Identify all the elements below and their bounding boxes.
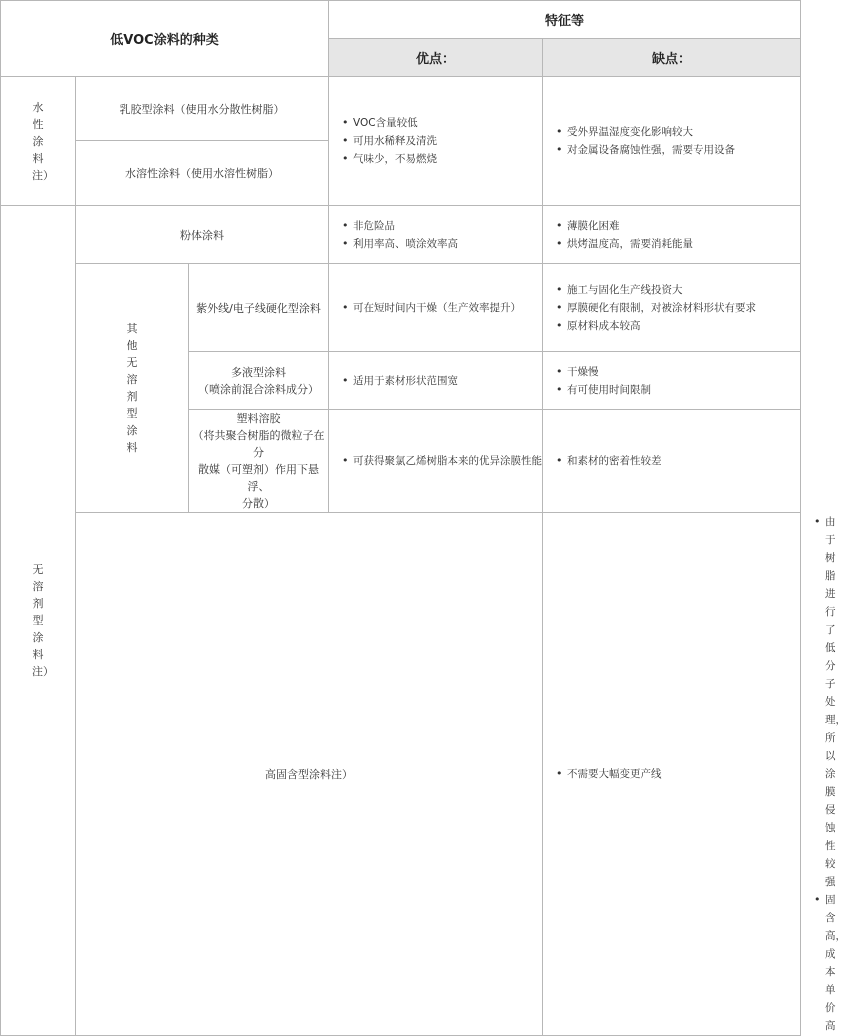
powder-pros-cell [329,206,543,264]
list-item: • 气味少，不易燃烧 [342,150,542,168]
row-latex-name: 乳胶型涂料（使用水分散性树脂） [76,77,329,141]
list-item: • 非危险品 [342,217,542,235]
list-item: • 原材料成本较高 [556,317,800,335]
multi-name-line1: 多液型涂料 [231,365,287,379]
header-kinds: 低VOC涂料的种类 [1,1,329,77]
high-solid-cons-list [801,513,846,1035]
high-solid-pros-cell [543,513,801,1036]
vertical-label: 无溶剂型涂料注） [32,563,54,678]
group-solventless [1,206,76,1036]
uv-cons-cell [543,264,801,352]
multi-pros-cell [329,352,543,410]
plastisol-name-line1: 塑料溶胶 [236,412,281,425]
list-item: • VOC含量较低 [342,114,542,132]
list-item: • 厚膜硬化有限制，对被涂材料形状有要求 [556,299,800,317]
plastisol-name-line3: 散媒（可塑剂）作用下悬浮、 [198,463,320,493]
header-features: 特征等 [329,1,801,39]
multi-cons-cell [543,352,801,410]
vertical-label: 水性涂料注） [32,100,54,182]
header-pros: 优点： [329,39,543,77]
plastisol-pros-list [329,452,542,470]
list-item: • 利用率高、喷涂效率高 [342,235,542,253]
list-item: • 可获得聚氯乙烯树脂本来的优异涂膜性能 [342,452,542,470]
row-powder-name: 粉体涂料 [76,206,329,264]
uv-pros-cell [329,264,543,352]
plastisol-cons-cell [543,410,801,513]
list-item: • 有可使用时间限制 [556,381,800,399]
row-water-soluble-name: 水溶性涂料（使用水溶性树脂） [76,141,329,206]
list-item: • 不需要大幅变更产线 [556,765,800,783]
list-item: • 烘烤温度高，需要消耗能量 [556,235,800,253]
list-item: • 可在短时间内干燥（生产效率提升） [342,299,542,317]
row-uv-name: 紫外线/电子线硬化型涂料 [189,264,329,352]
powder-cons-list [543,217,800,253]
water-cons-list [543,123,800,159]
plastisol-name-line4: 分散） [242,497,276,510]
group-water [1,77,76,206]
water-pros-cell [329,77,543,206]
powder-cons-cell [543,206,801,264]
list-item: • 可用水稀释及清洗 [342,132,542,150]
list-item: • 固含高，成本单价高 [814,891,825,1035]
list-item: • 薄膜化困难 [556,217,800,235]
plastisol-cons-list [543,452,800,470]
list-item: • 受外界温湿度变化影响较大 [556,123,800,141]
water-cons-cell [543,77,801,206]
water-pros-list [329,114,542,168]
list-item: • 对金属设备腐蚀性强，需要专用设备 [556,141,800,159]
plastisol-name-line2: （将共聚合树脂的微粒子在分 [192,429,325,459]
row-multi-name [189,352,329,410]
list-item: • 由于树脂进行了低分子处理，所以涂膜侵蚀性较强 [814,513,825,891]
multi-pros-list [329,372,542,390]
multi-cons-list [543,363,800,399]
row-plastisol-name [189,410,329,513]
row-high-solid-name: 高固含型涂料注） [76,513,543,1036]
powder-pros-list [329,217,542,253]
group-other-solventless [76,264,189,513]
list-item: • 和素材的密着性较差 [556,452,800,470]
uv-cons-list [543,281,800,335]
list-item: • 适用于素材形状范围宽 [342,372,542,390]
header-cons: 缺点： [543,39,801,77]
vertical-label: 其他无溶剂型涂料 [126,322,138,454]
high-solid-pros-list [543,765,800,783]
uv-pros-list [329,299,542,317]
list-item: • 干燥慢 [556,363,800,381]
plastisol-pros-cell [329,410,543,513]
list-item: • 施工与固化生产线投资大 [556,281,800,299]
multi-name-line2: （喷涂前混合涂料成分） [198,382,320,396]
